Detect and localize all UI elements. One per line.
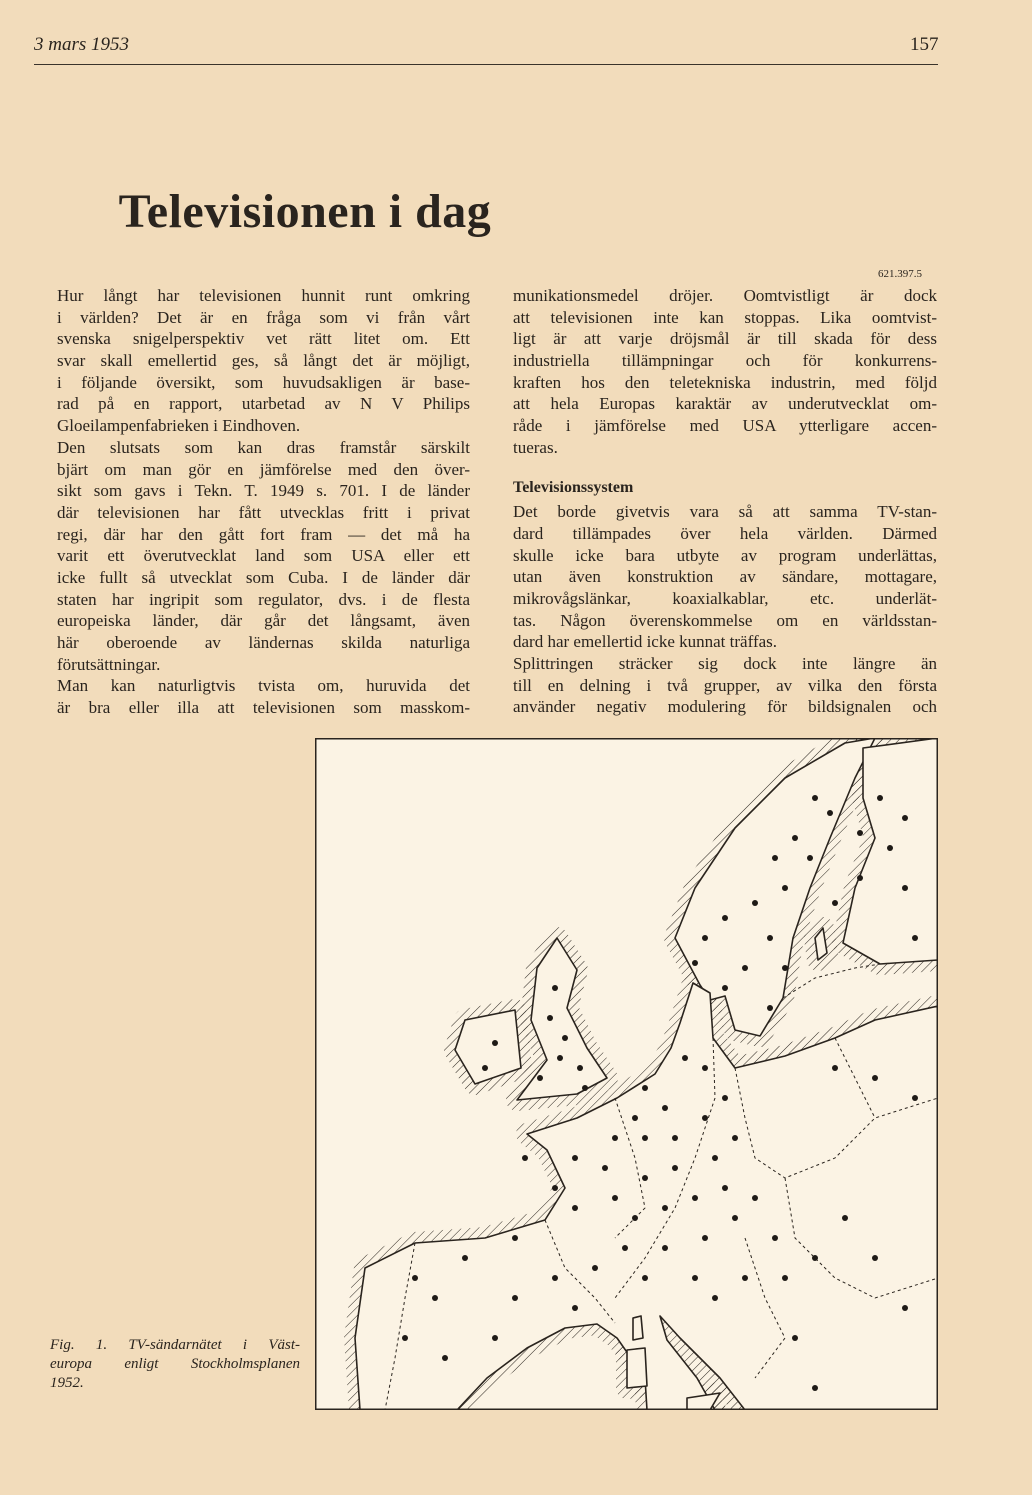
text-line: Splittringen sträcker sig dock inte längre än xyxy=(513,654,937,674)
text-line: använder negativ modulering för bildsignalen och xyxy=(513,697,937,717)
text-line: varit ett överutvecklat land som USA eller ett xyxy=(57,546,470,566)
running-header-date: 3 mars 1953 xyxy=(34,34,130,55)
right-column-intro xyxy=(513,285,937,459)
transmitter-dot xyxy=(642,1135,648,1141)
transmitter-dot xyxy=(857,830,863,836)
text-line: utan även konstruktion av sändare, mottagare, xyxy=(513,567,937,587)
transmitter-dot xyxy=(792,835,798,841)
transmitter-dot xyxy=(577,1065,583,1071)
transmitter-dot xyxy=(792,1335,798,1341)
transmitter-dot xyxy=(752,1195,758,1201)
transmitter-dot xyxy=(692,1275,698,1281)
transmitter-dot xyxy=(662,1205,668,1211)
transmitter-dot xyxy=(492,1335,498,1341)
transmitter-dot xyxy=(512,1295,518,1301)
text-line: bjärt om man gör en jämförelse med den över- xyxy=(57,459,470,479)
transmitter-dot xyxy=(537,1075,543,1081)
transmitter-dot xyxy=(807,855,813,861)
udc-classification: 621.397.5 xyxy=(878,268,922,280)
text-line: europeiska länder, där går det långsamt, även xyxy=(57,611,470,631)
transmitter-dot xyxy=(552,1185,558,1191)
transmitter-dot xyxy=(642,1175,648,1181)
transmitter-dot xyxy=(692,1195,698,1201)
text-line: i världen? Det är en fråga som vi från vårt xyxy=(57,307,470,327)
transmitter-dot xyxy=(812,795,818,801)
text-line: staten har ingripit som regulator, dvs. i de flesta xyxy=(57,589,470,609)
transmitter-dot xyxy=(572,1155,578,1161)
page-number: 157 xyxy=(910,34,939,55)
transmitter-dot xyxy=(492,1040,498,1046)
transmitter-dot xyxy=(482,1065,488,1071)
europe-transmitter-map xyxy=(315,738,938,1410)
text-line: svenska snigelperspektiv vet rätt litet om. Ett xyxy=(57,329,470,349)
transmitter-dot xyxy=(622,1245,628,1251)
caption-line: 1952. xyxy=(50,1375,84,1391)
transmitter-dot xyxy=(857,875,863,881)
transmitter-dot xyxy=(522,1155,528,1161)
text-line: mikrovågslänkar, koaxialkablar, etc. underlät- xyxy=(513,588,937,608)
text-line: att hela Europas karaktär av underutvecklat om- xyxy=(513,394,937,414)
header-rule xyxy=(34,64,938,65)
transmitter-dot xyxy=(582,1085,588,1091)
transmitter-dot xyxy=(812,1385,818,1391)
transmitter-dot xyxy=(702,935,708,941)
transmitter-dot xyxy=(662,1245,668,1251)
text-line: tas. Någon överenskommelse om en världsstan- xyxy=(513,610,937,630)
transmitter-dot xyxy=(912,935,918,941)
transmitter-dot xyxy=(712,1295,718,1301)
text-line: industriella tillämpningar och för konkurrens- xyxy=(513,351,937,371)
land-corsica xyxy=(633,1316,643,1340)
transmitter-dot xyxy=(832,900,838,906)
text-line: är bra eller illa att televisionen som masskom- xyxy=(57,698,470,718)
transmitter-dot xyxy=(772,855,778,861)
transmitter-dot xyxy=(572,1205,578,1211)
section-heading: Televisionssystem xyxy=(513,478,634,496)
transmitter-dot xyxy=(702,1115,708,1121)
text-line: tueras. xyxy=(513,437,558,457)
transmitter-dot xyxy=(872,1255,878,1261)
text-line: sikt som gavs i Tekn. T. 1949 s. 701. I de länder xyxy=(57,481,470,501)
text-line: råde i jämförelse med USA ytterligare accen- xyxy=(513,416,937,436)
transmitter-dot xyxy=(872,1075,878,1081)
transmitter-dot xyxy=(642,1275,648,1281)
transmitter-dot xyxy=(662,1105,668,1111)
text-line: regi, där har den gått fort fram — det må ha xyxy=(57,524,470,544)
transmitter-dot xyxy=(767,935,773,941)
transmitter-dot xyxy=(412,1275,418,1281)
transmitter-dot xyxy=(592,1265,598,1271)
transmitter-dot xyxy=(732,1215,738,1221)
right-column-body xyxy=(513,501,937,718)
transmitter-dot xyxy=(612,1135,618,1141)
transmitter-dot xyxy=(722,985,728,991)
transmitter-dot xyxy=(552,985,558,991)
transmitter-dot xyxy=(722,915,728,921)
transmitter-dot xyxy=(702,1235,708,1241)
transmitter-dot xyxy=(712,1155,718,1161)
transmitter-dot xyxy=(732,1135,738,1141)
article-title: Televisionen i dag xyxy=(118,185,492,238)
transmitter-dot xyxy=(722,1185,728,1191)
transmitter-dot xyxy=(692,960,698,966)
transmitter-dot xyxy=(902,1305,908,1311)
transmitter-dot xyxy=(877,795,883,801)
transmitter-dot xyxy=(552,1275,558,1281)
transmitter-dot xyxy=(887,845,893,851)
text-line: dard har emellertid icke kunnat träffas. xyxy=(513,632,778,652)
transmitter-dot xyxy=(912,1095,918,1101)
transmitter-dot xyxy=(682,1055,688,1061)
transmitter-dot xyxy=(782,1275,788,1281)
text-line: Hur långt har televisionen hunnit runt omkring xyxy=(57,286,470,305)
transmitter-dot xyxy=(562,1035,568,1041)
text-line: i följande översikt, som huvudsakligen är base- xyxy=(57,372,470,392)
transmitter-dot xyxy=(772,1235,778,1241)
text-line: här oberoende av ländernas skilda naturliga xyxy=(57,633,470,652)
transmitter-dot xyxy=(812,1255,818,1261)
text-line: till en delning i två grupper, av vilka den första xyxy=(513,675,937,695)
transmitter-dot xyxy=(782,965,788,971)
transmitter-dot xyxy=(742,965,748,971)
transmitter-dot xyxy=(842,1215,848,1221)
transmitter-dot xyxy=(632,1115,638,1121)
transmitter-dot xyxy=(767,1005,773,1011)
transmitter-dot xyxy=(547,1015,553,1021)
transmitter-dot xyxy=(672,1135,678,1141)
transmitter-dot xyxy=(752,900,758,906)
text-line: Gloeilampenfabrieken i Eindhoven. xyxy=(57,416,301,436)
text-line: munikationsmedel dröjer. Oomtvistligt är dock xyxy=(513,286,937,305)
transmitter-dot xyxy=(642,1085,648,1091)
text-line: att televisionen inte kan stoppas. Lika oomtvist- xyxy=(513,307,937,327)
transmitter-dot xyxy=(742,1275,748,1281)
transmitter-dot xyxy=(702,1065,708,1071)
transmitter-dot xyxy=(902,885,908,891)
text-line: Det borde givetvis vara så att samma TV-stan- xyxy=(513,502,937,522)
transmitter-dot xyxy=(782,885,788,891)
transmitter-dot xyxy=(432,1295,438,1301)
text-line: rad på en rapport, utarbetad av N V Philips xyxy=(57,394,470,414)
transmitter-dot xyxy=(602,1165,608,1171)
transmitter-dot xyxy=(827,810,833,816)
text-line: icke fullt så utvecklat som Cuba. I de länder där xyxy=(57,567,470,587)
land-sardinia xyxy=(627,1348,647,1388)
transmitter-dot xyxy=(902,815,908,821)
transmitter-dot xyxy=(722,1095,728,1101)
text-line: förutsättningar. xyxy=(57,654,161,674)
transmitter-dot xyxy=(632,1215,638,1221)
figure-caption xyxy=(50,1336,300,1393)
text-line: där televisionen har fått utvecklas fritt i privat xyxy=(57,502,470,522)
transmitter-dot xyxy=(512,1235,518,1241)
text-line: kraften hos den teletekniska industrin, med följd xyxy=(513,372,937,392)
text-line: Man kan naturligtvis tvista om, huruvida det xyxy=(57,676,470,696)
transmitter-dot xyxy=(402,1335,408,1341)
caption-line: Fig. 1. TV-sändarnätet i Väst- xyxy=(50,1337,300,1353)
transmitter-dot xyxy=(442,1355,448,1361)
text-line: ligt är att varje dröjsmål är till skada för dess xyxy=(513,329,937,349)
transmitter-dot xyxy=(832,1065,838,1071)
transmitter-dot xyxy=(557,1055,563,1061)
transmitter-dot xyxy=(572,1305,578,1311)
text-line: svar skall emellertid ges, så långt det är möjligt, xyxy=(57,351,470,371)
caption-line: europa enligt Stockholmsplanen xyxy=(50,1356,300,1372)
transmitter-dot xyxy=(612,1195,618,1201)
transmitter-dot xyxy=(672,1165,678,1171)
text-line: skulle icke bara utbyte av program underlättas, xyxy=(513,545,937,565)
left-column xyxy=(57,285,470,719)
right-column xyxy=(513,285,937,718)
text-line: dard tillämpades över hela världen. Därmed xyxy=(513,523,937,543)
text-line: Den slutsats som kan dras framstår särskilt xyxy=(57,437,470,457)
transmitter-dot xyxy=(462,1255,468,1261)
